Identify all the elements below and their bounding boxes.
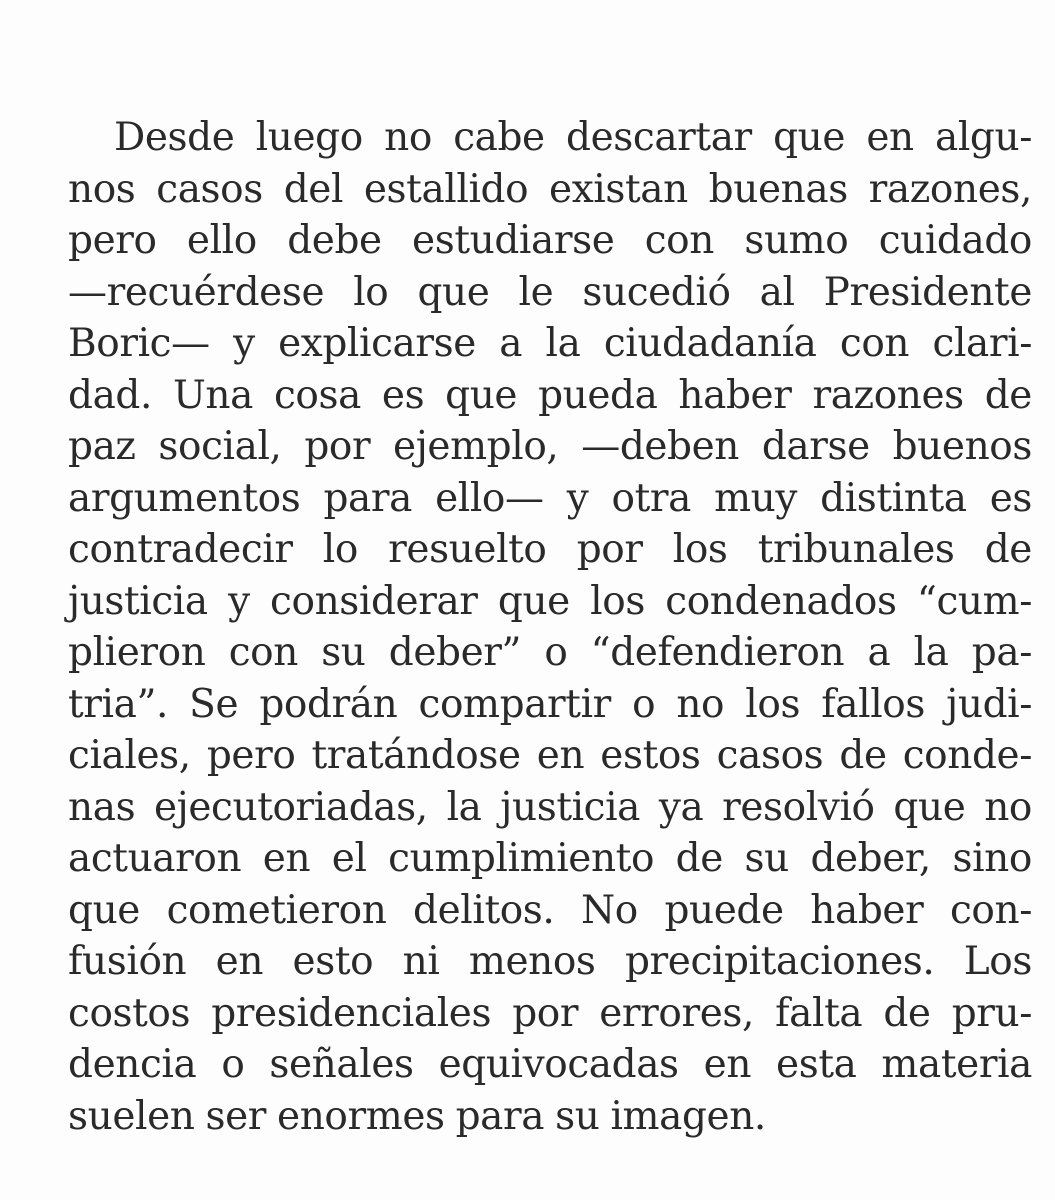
paragraph-line: paz social, por ejemplo, —deben darse buenos (68, 424, 1032, 469)
article-paragraph (68, 112, 1032, 1142)
paragraph-line: Boric— y explicarse a la ciudadanía con clari- (68, 321, 1032, 366)
paragraph-line: —recuérdese lo que le sucedió al Presidente (68, 269, 1032, 315)
paragraph-line: plieron con su deber” o “defendieron a la pa- (68, 630, 1032, 675)
paragraph-line: costos presidenciales por errores, falta de pru- (68, 990, 1032, 1036)
paragraph-line: suelen ser enormes para su imagen. (68, 1093, 766, 1139)
paragraph-line: argumentos para ello— y otra muy distinta es (68, 475, 1032, 521)
paragraph-line: dad. Una cosa es que pueda haber razones de (68, 372, 1032, 418)
paragraph-line: Desde luego no cabe descartar que en algu- (114, 115, 1032, 160)
paragraph-line: tria”. Se podrán compartir o no los fallos judi- (68, 681, 1032, 727)
paragraph-line: que cometieron delitos. No puede haber con- (68, 887, 1032, 933)
paragraph-line: dencia o señales equivocadas en esta materia (68, 1042, 1032, 1087)
paragraph-line: pero ello debe estudiarse con sumo cuidado (68, 218, 1032, 263)
paragraph-line: actuaron en el cumplimiento de su deber, sino (68, 836, 1032, 881)
paragraph-line: ciales, pero tratándose en estos casos de conde- (68, 733, 1032, 778)
paragraph-line: fusión en esto ni menos precipitaciones. Los (68, 939, 1032, 984)
paragraph-line: nas ejecutoriadas, la justicia ya resolvió que no (68, 784, 1032, 830)
paragraph-line: nos casos del estallido existan buenas razones, (68, 166, 1032, 212)
paragraph-line: contradecir lo resuelto por los tribunales de (68, 527, 1032, 572)
paragraph-line: justicia y considerar que los condenados “cum- (68, 578, 1032, 624)
